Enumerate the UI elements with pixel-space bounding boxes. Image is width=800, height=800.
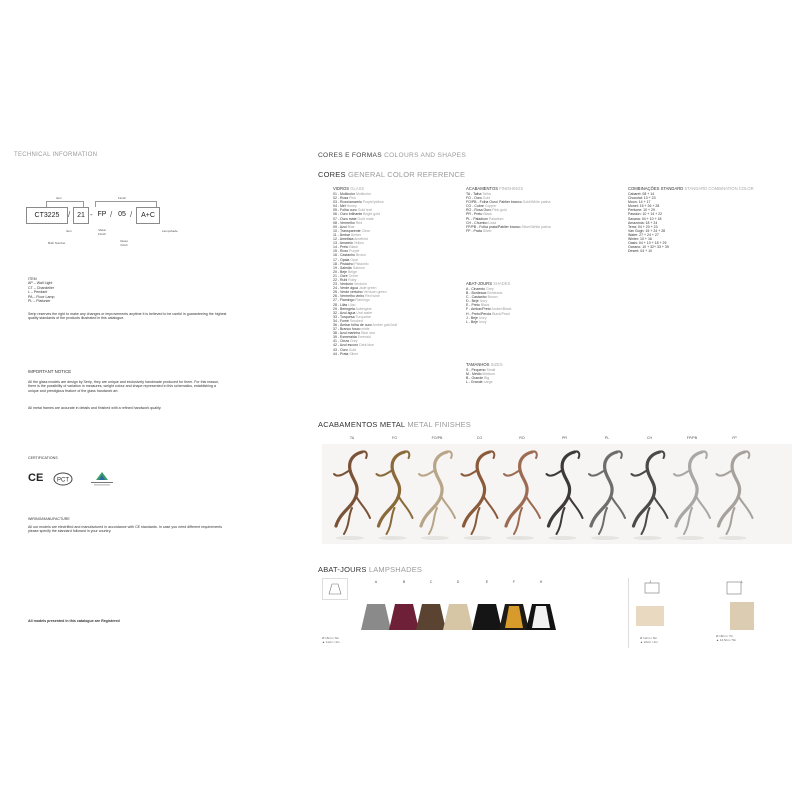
finish-item: RO - Rosa Ouro Pink gold	[466, 208, 507, 213]
lampshade-sample	[416, 604, 446, 630]
certification-logo-icon	[88, 470, 116, 493]
sizes-column	[466, 362, 503, 384]
bracket-item	[46, 201, 84, 207]
shade-item: L - Beje Ivory	[466, 319, 487, 324]
metal-code-label: FP	[732, 436, 737, 440]
size-item: L - Grande Large	[466, 380, 493, 385]
combination-item: Oasis: 04 + 10 + 18 + 29	[628, 241, 667, 246]
label-bulb-number: Bulb Number	[48, 241, 66, 245]
glass-color-item: 32 - Azul água Ural water	[333, 310, 373, 315]
code-bulb-box: 21	[73, 207, 89, 224]
metal-code-label: PL	[604, 436, 610, 440]
combination-item: Desert: 04 + 10	[628, 249, 653, 254]
glass-color-item: 17 - Opala Opal	[333, 257, 358, 262]
lampshade-sample	[636, 606, 664, 626]
shade-code-label: L	[741, 580, 743, 584]
lampshade-sample	[361, 604, 391, 630]
shade-sizes-3: Ø 18cm / 7in ▲ 12,5cm / 5in	[716, 634, 737, 642]
metal-branch-sample	[504, 451, 540, 540]
wiring-title: WIRING/MANUFACTURE	[28, 517, 70, 521]
shade-code-label: C	[429, 580, 433, 584]
shades-column	[466, 281, 511, 324]
glass-color-item: 41 - Cinza Grey	[333, 339, 358, 344]
glass-color-item: 34 - Fumé Smoked	[333, 318, 363, 323]
shade-item: J - Beje Ivory	[466, 315, 487, 320]
shade-item: H - Preto/Perola Black/Pearl	[466, 311, 510, 316]
glass-color-item: 07 - Ouro mate Gold mate	[333, 216, 374, 221]
shade-code-label: H	[539, 580, 543, 584]
shade-code-label: E	[485, 580, 489, 584]
glass-color-item: 33 - Turquesa Turquoise	[333, 314, 371, 319]
shade-diagram-3-icon	[722, 578, 746, 598]
shade-diagram-1-icon	[322, 578, 348, 600]
glass-color-item: 10 - Transparente Clear	[333, 228, 370, 233]
glass-color-item: 08 - Vermelho Red	[333, 220, 363, 225]
sizes-head: TAMANHOS SIZES	[466, 362, 503, 367]
combination-item: Winter: 10 + 16	[628, 237, 652, 242]
glass-color-item: 22 - Rubi Ruby	[333, 277, 357, 282]
notice-title: IMPORTANT NOTICE	[28, 369, 72, 374]
glass-color-item: 29 - Beringela Aubergine	[333, 306, 372, 311]
combination-item: Savana: 04 + 10 + 18	[628, 216, 662, 221]
glass-color-item: 13 - Amarelo Yellow	[333, 241, 364, 246]
metal-branch-sample	[674, 451, 710, 540]
metal-code-label: FP/PB	[686, 436, 698, 440]
glass-color-item: 26 - Vermelho vinho Red wine	[333, 294, 380, 299]
pct-mark-icon	[52, 472, 74, 491]
metal-code-label: FO	[392, 436, 397, 440]
ce-mark: CE	[28, 472, 44, 484]
glass-color-item: 38 - Azul marinho Blue sea	[333, 331, 375, 336]
glass-color-item: 14 - Preto Black	[333, 245, 358, 250]
glass-color-item: 02 - Rosa Pink	[333, 196, 356, 201]
code-item-box: CT3225	[26, 207, 68, 224]
label-lampshade: Lampshade	[162, 229, 178, 233]
wiring-body: All our models are electrified and manufactured in accordance with CE standards. In case you need different requirements please specify the standard followed in your country.	[28, 525, 223, 534]
finishings-column	[466, 186, 551, 233]
lampshade-sample	[472, 604, 502, 630]
glass-column	[333, 186, 397, 356]
metal-branch-sample	[632, 451, 668, 540]
glass-color-item: 44 - Prata Silver	[333, 351, 359, 356]
glass-color-item: 23 - Verdurin Verdurin	[333, 282, 368, 287]
glass-color-item: 04 - Mel Honey	[333, 204, 357, 209]
combination-item: Passion: 10 + 14 + 22	[628, 212, 663, 217]
combination-item: Amazónia: 18 + 24	[628, 220, 658, 225]
shade-code-label: A	[374, 580, 378, 584]
svg-text:PCT: PCT	[57, 477, 69, 484]
lampshade-sample	[499, 604, 529, 630]
general-color-title: CORES GENERAL COLOR REFERENCE	[318, 170, 466, 179]
metal-branch-sample	[377, 451, 413, 540]
shade-diagram-2-icon	[640, 578, 664, 598]
combination-item: Oceano: 10 + 32+ 33 + 39	[628, 245, 669, 250]
combinations-head: COMBINAÇÕES STANDARD STANDARD COMBINATION COLOR	[628, 186, 754, 191]
glass-color-item: 36 - Âmbar folha de ouro Amber gold leaf	[333, 323, 398, 327]
combination-item: Cabaret: 08 + 14	[628, 192, 655, 196]
finish-item: TA - Talha Talha	[466, 192, 491, 196]
label-glass-finish: Glass finish	[120, 239, 128, 247]
glass-color-item: 24 - Verde água Jade green	[333, 286, 377, 291]
glass-color-item: 01 - Multicolor Multicolor	[333, 192, 371, 196]
certifications-title: CERTIFICATIONS	[28, 456, 58, 460]
code-diagram: CT3225 / 21 - FP / 05 / A+C	[26, 207, 176, 222]
bracket-finish	[95, 201, 157, 207]
glass-color-item: 11 - Âmbar Amber	[333, 232, 362, 237]
finish-item: CH - Chumbo Lead	[466, 220, 497, 225]
size-item: S - Pequeno Small	[466, 368, 496, 372]
glass-color-item: 09 - Azul Blue	[333, 224, 355, 229]
glass-color-item: 25 - Verde vertuino Verdurin green	[333, 290, 387, 295]
glass-color-item: 15 - Roxo Purple	[333, 249, 360, 254]
finish-item: FO/PB - Folha Ouro/ Pablier branco Gold/White patina	[466, 200, 551, 205]
shade-sizes-1: Ø 15cm / 6in ▲ 11cm / 4in	[322, 636, 340, 644]
shade-sizes-2: Ø 14cm / 6in ▲ 10cm / 4in	[640, 636, 658, 644]
finish-item: PR - Preto Black	[466, 212, 492, 217]
metal-branch-sample	[547, 451, 583, 540]
metal-finishes-title: ACABAMENTOS METAL METAL FINISHES	[318, 420, 471, 429]
glass-color-item: 21 - Ocre Ochre	[333, 273, 359, 278]
shade-item: D - Beje Ivory	[466, 299, 488, 304]
metal-branch-sample	[419, 451, 455, 540]
metal-finish-samples	[322, 444, 792, 544]
shade-code-label: B	[402, 580, 406, 584]
metal-branch-sample	[589, 451, 625, 540]
combinations-column	[628, 186, 754, 253]
glass-color-item: 18 - Pistacho Pistachio	[333, 261, 369, 266]
code-metal: FP	[97, 211, 107, 218]
size-item: B - Grande Big	[466, 376, 490, 381]
metal-branch-sample	[334, 451, 370, 540]
notice-body-2: All metal frames are accurate in details and finished with a refined handwork quality.	[28, 406, 162, 410]
finish-item: FO - Ouro Gold	[466, 196, 491, 201]
glass-color-item: 39 - Esmeralda Emerald	[333, 335, 371, 340]
glass-color-item: 42 - Azul escuro Dark blue	[333, 343, 375, 348]
glass-color-item: 19 - Salmão Salmon	[333, 265, 365, 270]
glass-color-item: 28 - Lilás Lilac	[333, 302, 356, 307]
metal-code-label: RO	[519, 436, 525, 440]
finish-item: CO - Cobre Copper	[466, 204, 497, 209]
combination-item: Water: 27 + 24 + 27	[628, 232, 659, 237]
glass-color-item: 03 - Roxo/amarelo Purple/yellow	[333, 200, 384, 205]
glass-color-item: 06 - Ouro brilhante Bright gold	[333, 212, 380, 217]
finish-item: FP - Prata Silver	[466, 228, 492, 233]
finish-item: FP/PB - Folha prata/Pablier branco Silver/White patina	[466, 224, 551, 229]
combination-item: Monet: 15 + 26 + 28	[628, 204, 660, 209]
combination-item: Van Gogh: 15 + 24 + 28	[628, 228, 666, 233]
shade-item: E - Preto Black	[466, 303, 490, 308]
label-metal-finish: Metal Finish	[97, 228, 106, 236]
notice-body: All the glass models are design by Serip, they are unique and exclusively handmade produced for them. For this reason, there is the possibility of variation in measures, weight colour and shape represented in this schematics, establishing a unique and prestigious feature of the glass handwork art.	[28, 380, 220, 393]
size-item: M - Médio Medium	[466, 372, 495, 377]
combination-item: Perfume: 10 + 29	[628, 208, 655, 213]
combination-item: Terra: 04 + 20 + 23	[628, 224, 658, 229]
glass-color-item: 43 - Ouro Gold	[333, 347, 357, 352]
finishings-head: ACABAMENTOS FINISHINGS	[466, 186, 524, 191]
lampshade-sample	[443, 604, 473, 630]
shade-code-label: D	[456, 580, 460, 584]
shade-item: C - Castanho Brown	[466, 295, 498, 300]
metal-code-label: TA	[349, 436, 355, 440]
glass-head: VIDROS GLASS	[333, 186, 365, 191]
serip-note: Serip reserves the right to make any changes or improvements anytime it is believed to be useful in guaranteeing the highest quality standards of the products illustrated in this catalogue.	[28, 312, 227, 321]
colours-shapes-title: CORES E FORMAS COLOURS AND SHAPES	[318, 152, 467, 159]
glass-color-item: 16 - Castanho Brown	[333, 253, 366, 258]
item-legend: ITEM AP – Wall Light CT – Chandelier L – Pendant PA – Floor Lamp PL – Plafonier	[28, 277, 55, 304]
code-shade-box: A+C	[136, 207, 160, 224]
tech-info-title: TECHNICAL INFORMATION	[14, 152, 98, 158]
label-finish-top: Finish	[118, 196, 127, 200]
combination-item: Moon: 14 + 17	[628, 200, 651, 205]
shade-code-label: J	[649, 580, 651, 584]
label-item-top: Item	[56, 196, 62, 200]
glass-color-item: 37 - Branco fosco white	[333, 327, 370, 332]
metal-code-label: CO	[476, 436, 483, 440]
metal-code-label: CH	[646, 436, 653, 440]
shade-item: A - Cinzento Grey	[466, 287, 494, 291]
label-item-bottom: Item	[66, 229, 72, 233]
shades-head: ABAT-JOURS SHADES	[466, 281, 511, 286]
combination-item: Chocolat: 10 + 23	[628, 196, 656, 201]
metal-code-label: FO/PB	[431, 436, 443, 440]
glass-color-item: 12 - Ametista Amethist	[333, 237, 368, 242]
shade-item: F - Ambar/Preto Amber/Black	[466, 307, 512, 312]
code-glass: 05	[118, 211, 126, 218]
shade-code-label: F	[512, 580, 516, 584]
lampshade-sample	[730, 602, 754, 630]
registered-note: All models presented in this catalogue are Registered	[28, 619, 120, 623]
glass-color-item: 20 - Beje Beige	[333, 269, 357, 274]
glass-color-item: 05 - Folha ouro Gold leaf	[333, 208, 372, 213]
glass-color-item: 27 - Flamingo Flamingo	[333, 298, 370, 303]
metal-branch-sample	[462, 451, 498, 540]
lampshades-title: ABAT-JOURS LAMPSHADES	[318, 565, 423, 574]
metal-code-label: PR	[562, 436, 567, 440]
finish-item: PL - Paladium Paladium	[466, 216, 504, 221]
shade-item: B - Bordeaux Bordeaux	[466, 291, 503, 296]
metal-branch-sample	[717, 451, 753, 540]
lampshade-sample	[389, 604, 419, 630]
lampshade-sample	[526, 604, 556, 630]
